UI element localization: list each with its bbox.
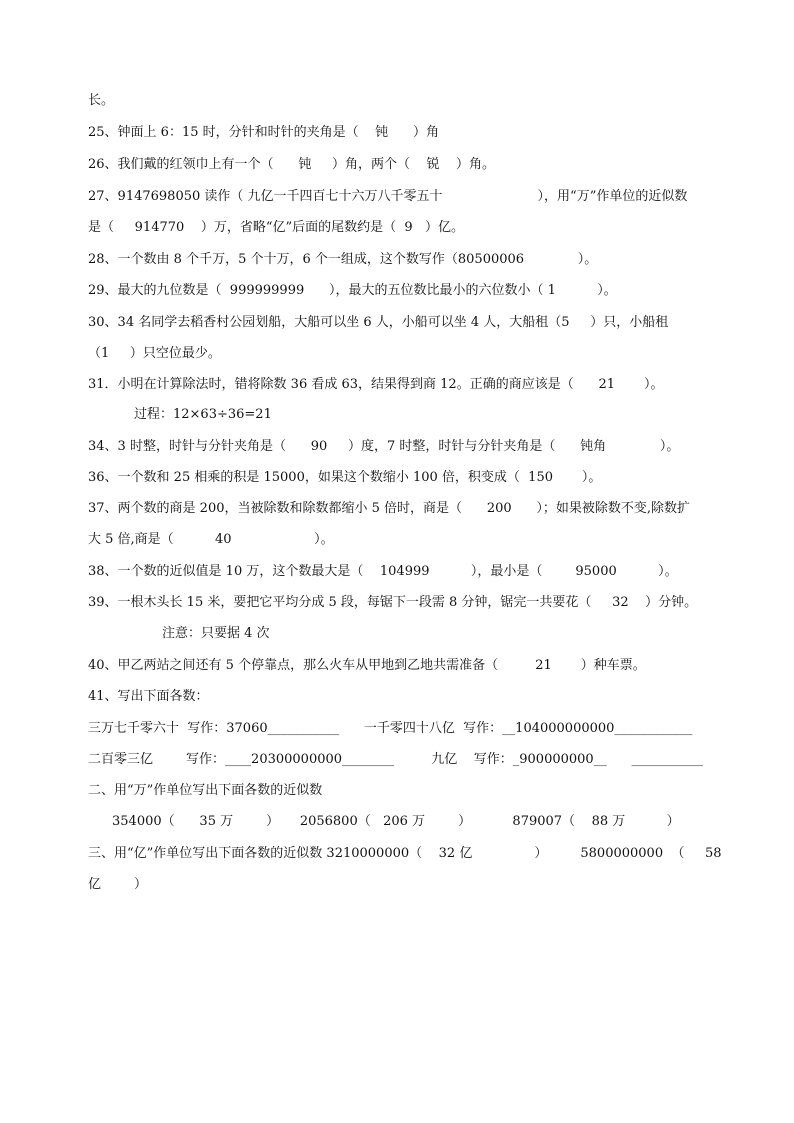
question-30-line2: （1 ）只空位最少。: [88, 346, 221, 361]
question-25: 25、钟面上 6：15 时，分针和时针的夹角是（ 钝 ）角: [88, 125, 439, 140]
section-2-answers: 354000（ 35 万 ） 2056800（ 206 万 ） 879007（ 88 万 ）: [112, 814, 680, 829]
question-26: 26、我们戴的红领巾上有一个（ 钝 ）角，两个（ 锐 ）角。: [88, 157, 496, 172]
question-36: 36、一个数和 25 相乘的积是 15000，如果这个数缩小 100 倍，积变成（ 150 ）。: [88, 470, 602, 485]
question-28: 28、一个数由 8 个千万，5 个十万，6 个一组成，这个数写作（80500006 ）。: [88, 252, 598, 267]
question-41-row2: 二百零三亿 写作：____20300000000________ 九亿 写作：_900000000__ ___________: [88, 752, 703, 767]
question-37-line1: 37、两个数的商是 200，当被除数和除数都缩小 5 倍时，商是（ 200 ）；如果被除数不变,除数扩: [88, 501, 691, 516]
question-38: 38、一个数的近似值是 10 万，这个数最大是（ 104999 ），最小是（ 95000 ）。: [88, 564, 678, 579]
question-41-row1: 三万七千零六十 写作：37060___________ 一千零四十八亿 写作：__104000000000____________: [88, 721, 693, 736]
question-39-note: 注意：只要据 4 次: [162, 626, 270, 641]
section-3-line2: 亿 ）: [88, 877, 148, 892]
question-27-line2: 是（ 914770 ）万，省略“亿”后面的尾数约是（ 9 ）亿。: [88, 220, 465, 235]
question-29: 29、最大的九位数是（ 999999999 ），最大的五位数比最小的六位数小（ 1 ）。: [88, 283, 617, 298]
question-40: 40、甲乙两站之间还有 5 个停靠点，那么火车从甲地到乙地共需准备（ 21 ）种车票。: [88, 658, 646, 673]
question-41: 41、写出下面各数：: [88, 689, 209, 704]
question-31-process: 过程：12×63÷36=21: [134, 407, 272, 422]
question-37-line2: 大 5 倍,商是（ 40 ）。: [88, 532, 334, 547]
section-3-line1: 三、用“亿”作单位写出下面各数的近似数 3210000000（ 32 亿 ） 5800000000 （ 58: [88, 846, 722, 861]
question-31: 31．小明在计算除法时，错将除数 36 看成 63，结果得到商 12。正确的商应该是（ 21 ）。: [88, 377, 664, 392]
question-30-line1: 30、34 名同学去稻香村公园划船，大船可以坐 6 人，小船可以坐 4 人，大船租（5 ）只，小船租: [88, 315, 669, 330]
question-34: 34、3 时整，时针与分针夹角是（ 90 ）度，7 时整，时针与分针夹角是（ 钝角 ）。: [88, 439, 680, 454]
line-0: 长。: [88, 93, 115, 108]
section-2-title: 二、用“万”作单位写出下面各数的近似数: [88, 783, 323, 798]
question-27-line1: 27、9147698050 读作（ 九亿一千四百七十六万八千零五十 ），用“万”作单位的近似数: [88, 189, 688, 204]
question-39: 39、一根木头长 15 米，要把它平均分成 5 段，每锯下一段需 8 分钟，锯完一共要花（ 32 ）分钟。: [88, 595, 698, 610]
